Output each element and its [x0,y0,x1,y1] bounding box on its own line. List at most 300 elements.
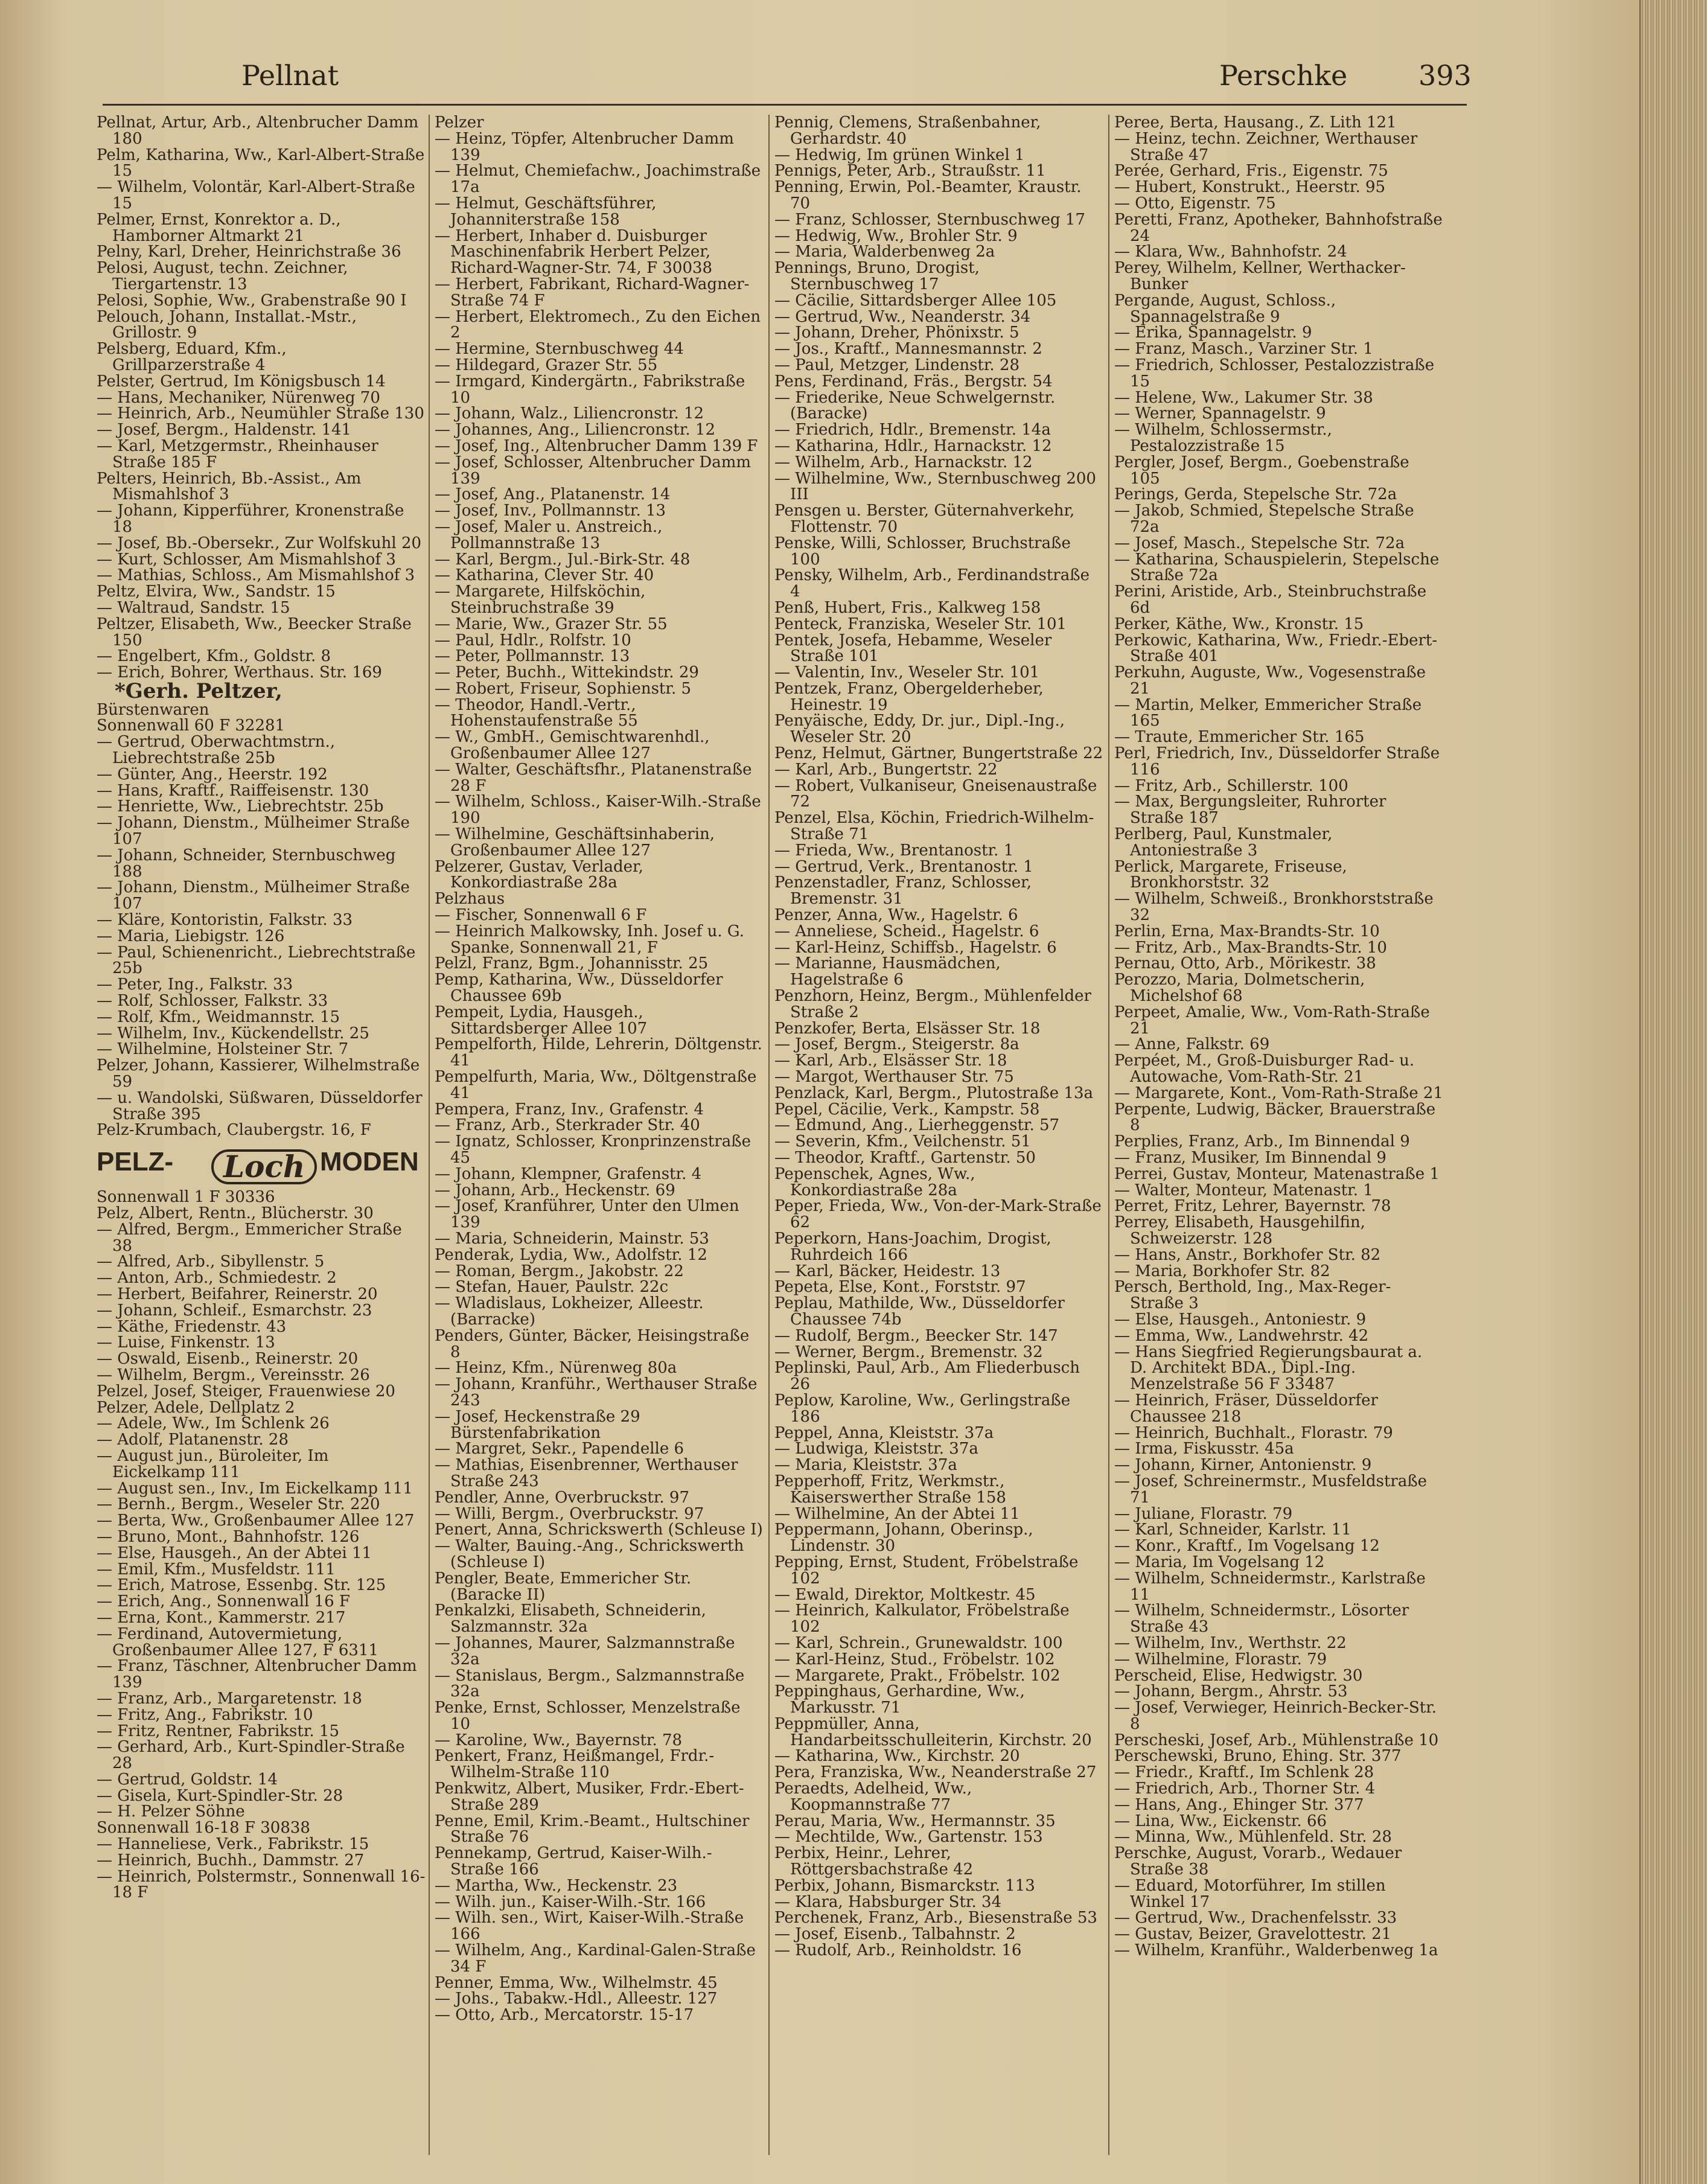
directory-entry: — Martha, Ww., Heckenstr. 23 [435,1876,678,1895]
directory-entry: — Friedrich, Hdlr., Bremenstr. 14a [774,421,1051,439]
directory-entry: — Wladislaus, Lokheizer, Alleestr. (Barracke) [435,1294,704,1329]
advertisement-name: *Gerh. Peltzer, [115,679,282,703]
directory-entry: Pelz-Krumbach, Claubergstr. 16, F [97,1121,371,1140]
directory-entry: — Werner, Bergm., Bremenstr. 32 [774,1343,1043,1361]
directory-entry: — Ludwiga, Kleiststr. 37a [774,1440,978,1458]
directory-entry: — Maria, Im Vogelsang 12 [1114,1553,1325,1571]
directory-entry: Perret, Fritz, Lehrer, Bayernstr. 78 [1114,1197,1391,1216]
directory-entry: — Josef, Schreinermstr., Musfeldstraße 71 [1114,1472,1428,1507]
directory-entry: — Fischer, Sonnenwall 6 F [435,906,647,925]
directory-entry: Peretti, Franz, Apotheker, Bahnhofstraße 24 [1114,210,1443,245]
directory-entry: — Anneliese, Scheid., Hagelstr. 6 [774,922,1039,940]
directory-entry: Peree, Berta, Hausang., Z. Lith 121 [1114,115,1397,132]
directory-entry: Perlick, Margarete, Friseuse, Bronkhorststr. 32 [1114,857,1347,892]
directory-entry: — Erna, Kont., Kammerstr. 217 [97,1608,346,1627]
directory-entry: Penyäische, Eddy, Dr. jur., Dipl.-Ing., Weseler Str. 20 [774,712,1065,747]
directory-entry: — Johann, Schneider, Sternbuschweg 188 [97,846,396,881]
directory-entry: Perl, Friedrich, Inv., Düsseldorfer Straße 116 [1114,744,1440,779]
directory-entry: — Wilhelm, Schneidermstr., Karlstraße 11 [1114,1569,1426,1604]
directory-entry: — Wilhelmine, Geschäftsinhaberin, Großenbaumer Allee 127 [435,825,715,860]
column-divider [429,115,430,2155]
logo-text: Loch [211,1149,317,1184]
directory-entry: — Henriette, Ww., Liebrechtstr. 25b [97,797,384,816]
directory-entry: Perozzo, Maria, Dolmetscherin, Michelshof 68 [1114,971,1365,1006]
directory-entry: Pennings, Bruno, Drogist, Sternbuschweg 17 [774,259,980,293]
directory-entry: — Peter, Pollmannstr. 13 [435,647,630,666]
directory-entry: — Emma, Ww., Landwehrstr. 42 [1114,1326,1369,1345]
directory-entry: — Stanislaus, Bergm., Salzmannstraße 32a [435,1666,745,1701]
directory-entry: — Kläre, Kontoristin, Falkstr. 33 [97,911,353,930]
directory-entry: — August jun., Büroleiter, Im Eickelkamp 111 [97,1446,329,1481]
directory-entry: — Franz, Schlosser, Sternbuschweg 17 [774,210,1085,229]
directory-entry: Peltz, Elvira, Ww., Sandstr. 15 [97,583,336,601]
directory-entry: — Johann, Schleif., Esmarchstr. 23 [97,1301,372,1320]
directory-entry: Pelny, Karl, Dreher, Heinrichstraße 36 [97,243,401,261]
directory-entry: — Wilhelmine, Ww., Sternbuschweg 200 III [774,469,1096,504]
column-1 [97,115,426,2155]
directory-entry: — Hans, Anstr., Borkhofer Str. 82 [1114,1245,1381,1264]
directory-entry: — Adolf, Platanenstr. 28 [97,1431,289,1449]
directory-entry: — Hermine, Sternbuschweg 44 [435,340,684,359]
directory-entry: Peppel, Anna, Kleiststr. 37a [774,1423,994,1442]
directory-entry: Pempeit, Lydia, Hausgeh., Sittardsberger Allee 107 [435,1003,648,1038]
directory-entry: Perpente, Ludwig, Bäcker, Brauerstraße 8 [1114,1100,1436,1135]
directory-entry: Pelmer, Ernst, Konrektor a. D., Hamborner Altmarkt 21 [97,210,341,245]
directory-entry: — Rudolf, Arb., Reinholdstr. 16 [774,1941,1022,1960]
directory-entry: — Waltraud, Sandstr. 15 [97,598,290,617]
directory-entry: — Maria, Walderbenweg 2a [774,243,995,261]
directory-entry: — Katharina, Clever Str. 40 [435,566,654,585]
directory-entry: — Hans, Ang., Ehinger Str. 377 [1114,1795,1364,1814]
directory-entry: — Gisela, Kurt-Spindler-Str. 28 [97,1786,343,1805]
directory-entry: — Mechtilde, Ww., Gartenstr. 153 [774,1828,1043,1847]
directory-entry: — Heinrich, Kalkulator, Fröbelstraße 102 [774,1601,1070,1636]
directory-entry: Perlin, Erna, Max-Brandts-Str. 10 [1114,922,1380,940]
directory-entry: Perbix, Johann, Bismarckstr. 113 [774,1876,1035,1895]
directory-entry: Penß, Hubert, Fris., Kalkweg 158 [774,598,1041,617]
directory-entry: — Margarete, Kont., Vom-Rath-Straße 21 [1114,1084,1443,1102]
directory-entry: — Paul, Schienenricht., Liebrechtstraße 25b [97,943,416,978]
directory-entry: Penzkofer, Berta, Elsässer Str. 18 [774,1019,1041,1038]
directory-entry: — Franz, Arb., Margaretenstr. 18 [97,1689,362,1708]
directory-entry: — Wilhelm, Bergm., Vereinsstr. 26 [97,1365,370,1384]
directory-entry: — Walter, Bauing.-Ang., Schrickswerth (Schleuse I) [435,1537,744,1571]
directory-entry: Perplies, Franz, Arb., Im Binnendal 9 [1114,1132,1410,1151]
directory-entry: — Heinrich, Buchh., Dammstr. 27 [97,1851,365,1869]
directory-entry: — Marianne, Hausmädchen, Hagelstraße 6 [774,954,1001,989]
directory-entry: — Gertrud, Oberwachtmstrn., Liebrechtstraße 25b [97,733,336,768]
directory-entry: Pensky, Wilhelm, Arb., Ferdinandstraße 4 [774,566,1090,601]
directory-entry: Penz, Helmut, Gärtner, Bungertstraße 22 [774,744,1103,763]
directory-entry: Perschewski, Bruno, Ehing. Str. 377 [1114,1747,1402,1766]
directory-entry: — Max, Bergungsleiter, Ruhrorter Straße 187 [1114,793,1386,828]
directory-entry: — Josef, Verwieger, Heinrich-Becker-Str. 8 [1114,1699,1437,1733]
directory-entry: Peppmüller, Anna, Handarbeitsschulleiterin, Kirchstr. 20 [774,1714,1092,1749]
directory-entry: — Mathias, Eisenbrenner, Werthauser Straße 243 [435,1456,738,1490]
directory-entry: — Eduard, Motorführer, Im stillen Winkel 17 [1114,1876,1386,1911]
directory-entry: — Alfred, Bergm., Emmericher Straße 38 [97,1220,402,1255]
directory-entry: — Kurt, Schlosser, Am Mismahlshof 3 [97,550,396,569]
directory-entry: — Johann, Walz., Liliencronstr. 12 [435,404,704,423]
directory-entry: — Gerhard, Arb., Kurt-Spindler-Straße 28 [97,1738,405,1773]
directory-entry: — Karl, Arb., Elsässer Str. 18 [774,1052,1007,1070]
directory-entry: Perey, Wilhelm, Kellner, Werthacker-Bunker [1114,259,1406,293]
directory-entry: Pelz, Albert, Rentn., Blücherstr. 30 [97,1204,374,1222]
directory-entry: Sonnenwall 1 F 30336 [97,1188,275,1207]
directory-entry: — Josef, Ing., Altenbrucher Damm 139 F [435,436,758,455]
directory-entry: — Minna, Ww., Mühlenfeld. Str. 28 [1114,1828,1392,1847]
directory-entry: — Wilhelm, Ang., Kardinal-Galen-Straße 34 F [435,1941,756,1976]
directory-entry: — Margot, Werthauser Str. 75 [774,1068,1014,1087]
page-number: 393 [1418,59,1472,92]
directory-entry: — Friedr., Kraftf., Im Schlenk 28 [1114,1763,1374,1782]
directory-entry: — Erich, Bohrer, Werthaus. Str. 169 [97,663,382,682]
directory-entry: Pelzer, Adele, Dellplatz 2 [97,1398,295,1417]
directory-entry: — Margarete, Prakt., Fröbelstr. 102 [774,1666,1061,1685]
directory-entry: — Karl, Arb., Bungertstr. 22 [774,760,998,779]
directory-entry: Penner, Emma, Ww., Wilhelmstr. 45 [435,1973,718,1992]
directory-entry: Pepperhoff, Fritz, Werkmstr., Kaiserswerther Straße 158 [774,1472,1006,1507]
directory-entry: Perée, Gerhard, Fris., Eigenstr. 75 [1114,162,1388,180]
directory-entry: Pentzek, Franz, Obergelderheber, Heinestr. 19 [774,679,1044,714]
directory-entry: — Katharina, Hdlr., Harnackstr. 12 [774,436,1052,455]
directory-entry: — Ewald, Direktor, Moltkestr. 45 [774,1585,1036,1604]
directory-entry: Pelzerer, Gustav, Verlader, Konkordiastraße 28a [435,857,643,892]
directory-entry: Pelosi, August, techn. Zeichner, Tiergartenstr. 13 [97,259,348,293]
directory-entry: — Otto, Eigenstr. 75 [1114,194,1276,212]
directory-entry: — Paul, Hdlr., Rolfstr. 10 [435,631,631,650]
directory-entry: Pennigs, Peter, Arb., Straußstr. 11 [774,162,1046,180]
directory-entry: Pelm, Katharina, Ww., Karl-Albert-Straße 15 [97,145,425,180]
directory-entry: — Wilhelmine, Florastr. 79 [1114,1650,1327,1668]
directory-entry: Penders, Günter, Bäcker, Heisingstraße 8 [435,1326,750,1361]
directory-entry: — Bruno, Mont., Bahnhofstr. 126 [97,1527,360,1546]
directory-entry: Perscheski, Josef, Arb., Mühlenstraße 10 [1114,1731,1439,1749]
directory-entry: — Maria, Liebigstr. 126 [97,927,285,945]
directory-entry: — Hildegard, Grazer Str. 55 [435,356,658,374]
directory-entry: Perchenek, Franz, Arb., Biesenstraße 53 [774,1909,1097,1927]
directory-entry: — Franz, Arb., Sterkrader Str. 40 [435,1116,700,1135]
directory-entry: — Wilh. sen., Wirt, Kaiser-Wilh.-Straße 166 [435,1909,744,1944]
directory-entry: — Luise, Finkenstr. 13 [97,1333,275,1352]
directory-entry: Pelster, Gertrud, Im Königsbusch 14 [97,372,386,391]
directory-entry: — Johann, Dienstm., Mülheimer Straße 107 [97,878,410,913]
directory-entry: — Heinrich, Polstermstr., Sonnenwall 16-18 F [97,1867,426,1902]
directory-entry: Perlberg, Paul, Kunstmaler, Antoniestraße 3 [1114,825,1333,860]
directory-entry: — Wilhelm, Schneidermstr., Lösorter Straße 43 [1114,1601,1409,1636]
directory-entry: — Emil, Kfm., Musfeldstr. 111 [97,1560,336,1579]
directory-entry: — Rudolf, Bergm., Beecker Str. 147 [774,1326,1058,1345]
directory-entry: — Josef, Bb.-Obersekr., Zur Wolfskuhl 20 [97,534,422,552]
directory-entry: — Traute, Emmericher Str. 165 [1114,728,1365,747]
directory-entry: — Heinrich, Buchhalt., Florastr. 79 [1114,1423,1393,1442]
directory-entry: — Robert, Vulkaniseur, Gneisenaustraße 72 [774,776,1097,811]
directory-entry: — Else, Hausgeh., An der Abtei 11 [97,1544,372,1562]
directory-entry: — Gertrud, Goldstr. 14 [97,1770,278,1789]
directory-entry: Penkwitz, Albert, Musiker, Frdr.-Ebert-Straße 289 [435,1780,744,1814]
directory-entry: — Karl, Schrein., Grunewaldstr. 100 [774,1633,1063,1652]
directory-entry: Pelzl, Franz, Bgm., Johannisstr. 25 [435,954,709,973]
directory-entry: Pennig, Clemens, Straßenbahner, Gerhardstr. 40 [774,115,1041,148]
directory-entry: — Walter, Monteur, Matenastr. 1 [1114,1181,1373,1199]
directory-entry: — Rolf, Schlosser, Falkstr. 33 [97,992,328,1011]
directory-entry: Penke, Ernst, Schlosser, Menzelstraße 10 [435,1699,741,1733]
directory-entry: — Stefan, Hauer, Paulstr. 22c [435,1278,669,1297]
directory-entry: — Johann, Klempner, Grafenstr. 4 [435,1164,702,1183]
directory-entry: — Karl, Schneider, Karlstr. 11 [1114,1521,1351,1539]
directory-entry: — Wilhelm, Schlossermstr., Pestalozzistraße 15 [1114,421,1332,455]
directory-entry: Persch, Berthold, Ing., Max-Reger-Straße 3 [1114,1278,1391,1313]
directory-entry: — Wilhelm, Arb., Harnackstr. 12 [774,453,1033,471]
directory-entry: — Roman, Bergm., Jakobstr. 22 [435,1262,684,1280]
directory-entry: Perings, Gerda, Stepelsche Str. 72a [1114,485,1397,504]
directory-entry: — Johannes, Ang., Liliencronstr. 12 [435,421,716,439]
directory-entry: — Hedwig, Im grünen Winkel 1 [774,145,1025,164]
directory-entry: — Josef, Bergm., Haldenstr. 141 [97,421,352,439]
directory-entry: — Hanneliese, Verk., Fabrikstr. 15 [97,1835,369,1854]
directory-entry: Pens, Ferdinand, Fräs., Bergstr. 54 [774,372,1053,391]
directory-entry: — Wilhelmine, Holsteiner Str. 7 [97,1040,349,1059]
directory-entry: — Peter, Buchh., Wittekindstr. 29 [435,663,699,682]
directory-entry: — Franz, Musiker, Im Binnendal 9 [1114,1149,1386,1167]
directory-entry: — Helmut, Geschäftsführer, Johanniterstraße 158 [435,194,657,229]
header-first-entry: Pellnat [241,59,339,92]
directory-entry: — Johann, Kipperführer, Kronenstraße 18 [97,502,404,536]
directory-entry: — Josef, Inv., Pollmannstr. 13 [435,502,666,520]
directory-entry: — Berta, Ww., Großenbaumer Allee 127 [97,1512,415,1530]
directory-entry: — Klara, Habsburger Str. 34 [774,1892,1002,1911]
directory-entry: — Wilhelm, Volontär, Karl-Albert-Straße 15 [97,178,415,212]
header-last-entry: Perschke [1219,59,1348,92]
directory-entry: Penteck, Franziska, Weseler Str. 101 [774,615,1067,633]
directory-entry: — Mathias, Schloss., Am Mismahlshof 3 [97,566,415,585]
directory-entry: Pengler, Beate, Emmericher Str. (Baracke II) [435,1569,692,1604]
directory-entry: Pendler, Anne, Overbruckstr. 97 [435,1488,690,1507]
directory-entry: — Herbert, Inhaber d. Duisburger Maschinenfabrik Herbert Pelzer, Richard-Wagner-Str. 74, F 30038 [435,226,713,278]
directory-entry: Pemp, Katharina, Ww., Düsseldorfer Chaussee 69b [435,971,723,1006]
directory-entry: — Josef, Maler u. Anstreich., Pollmannstraße 13 [435,517,663,552]
directory-entry: — Anne, Falkstr. 69 [1114,1035,1270,1054]
directory-entry: — Robert, Friseur, Sophienstr. 5 [435,679,692,698]
directory-entry: — Konr., Kraftf., Im Vogelsang 12 [1114,1537,1380,1556]
directory-entry: — Herbert, Elektromech., Zu den Eichen 2 [435,307,761,342]
directory-entry: Penkalzki, Elisabeth, Schneiderin, Salzmannstr. 32a [435,1601,706,1636]
directory-entry: — Werner, Spannagelstr. 9 [1114,404,1326,423]
directory-entry: — Wilhelmine, An der Abtei 11 [774,1504,1020,1523]
directory-entry: — Gustav, Beizer, Gravelottestr. 21 [1114,1925,1392,1944]
directory-entry: — Johann, Bergm., Ahrstr. 53 [1114,1682,1348,1701]
directory-entry: Peltzer, Elisabeth, Ww., Beecker Straße 150 [97,615,412,650]
directory-entry: — Rolf, Kfm., Weidmannstr. 15 [97,1007,340,1026]
column-4 [1114,115,1443,2155]
directory-entry: Pelzel, Josef, Steiger, Frauenwiese 20 [97,1382,395,1400]
directory-entry: — u. Wandolski, Süßwaren, Düsseldorfer Straße 395 [97,1088,423,1123]
directory-entry: — Fritz, Rentner, Fabrikstr. 15 [97,1722,340,1740]
directory-entry: — Wilhelm, Inv., Werthstr. 22 [1114,1633,1347,1652]
page-header [109,53,1472,101]
directory-entry: — Hans, Kraftf., Raiffeisenstr. 130 [97,781,369,800]
directory-entry: Perkuhn, Auguste, Ww., Vogesenstraße 21 [1114,663,1426,698]
directory-entry: — Erich, Matrose, Essenbg. Str. 125 [97,1576,386,1595]
directory-entry: Perini, Aristide, Arb., Steinbruchstraße 6d [1114,583,1427,617]
directory-entry: Penzenstadler, Franz, Schlosser, Bremenstr. 31 [774,873,1032,908]
directory-entry: — Josef, Kranführer, Unter den Ulmen 139 [435,1197,739,1232]
directory-entry: Peplau, Mathilde, Ww., Düsseldorfer Chaussee 74b [774,1294,1065,1329]
directory-entry: — Josef, Schlosser, Altenbrucher Damm 139 [435,453,751,488]
directory-entry: Pera, Franziska, Ww., Neanderstraße 27 [774,1763,1097,1782]
directory-entry: — Franz, Masch., Varziner Str. 1 [1114,340,1373,359]
directory-entry: — Helmut, Chemiefachw., Joachimstraße 17a [435,162,761,197]
directory-entry: — Adele, Ww., Im Schlenk 26 [97,1414,330,1433]
directory-entry: — Alfred, Arb., Sibyllenstr. 5 [97,1253,325,1271]
directory-entry: — Herbert, Beifahrer, Reinerstr. 20 [97,1285,378,1303]
directory-entry: — Fritz, Arb., Schillerstr. 100 [1114,776,1348,795]
directory-entry: Penske, Willi, Schlosser, Bruchstraße 100 [774,534,1071,569]
directory-entry: — Engelbert, Kfm., Goldstr. 8 [97,647,331,666]
directory-entry: — Josef, Bergm., Steigerstr. 8a [774,1035,1019,1054]
directory-entry: Perker, Käthe, Ww., Kronstr. 15 [1114,615,1364,633]
logo-text: PELZ- [97,1147,174,1177]
directory-entry: — Martin, Melker, Emmericher Straße 165 [1114,695,1422,730]
directory-entry: — Hedwig, Ww., Brohler Str. 9 [774,226,1018,245]
directory-entry: — Gertrud, Verk., Brentanostr. 1 [774,857,1033,876]
directory-entry: — Maria, Borkhofer Str. 82 [1114,1262,1330,1280]
directory-entry: — Karl-Heinz, Schiffsb., Hagelstr. 6 [774,938,1057,957]
directory-entry: — Fritz, Ang., Fabrikstr. 10 [97,1705,313,1724]
directory-entry: — Oswald, Eisenb., Reinerstr. 20 [97,1350,359,1368]
directory-entry: Pennekamp, Gertrud, Kaiser-Wilh.-Straße 166 [435,1844,712,1879]
directory-entry: — Karl, Metzgermstr., Rheinhauser Straße 185 F [97,436,378,471]
directory-entry: — H. Pelzer Söhne [97,1802,245,1821]
directory-entry: — Hans, Mechaniker, Nürenweg 70 [97,388,380,407]
directory-entry: Perkowic, Katharina, Ww., Friedr.-Ebert-Straße 401 [1114,631,1438,666]
directory-entry: Pelters, Heinrich, Bb.-Assist., Am Mismahlshof 3 [97,469,362,504]
directory-entry: Pepenschek, Agnes, Ww., Konkordiastraße 28a [774,1164,975,1199]
directory-entry: Pelzer [435,115,484,132]
directory-entry: — Heinrich, Arb., Neumühler Straße 130 [97,404,424,423]
directory-entry: Peppermann, Johann, Oberinsp., Lindenstr. 30 [774,1521,1033,1556]
directory-entry: — Johs., Tabakw.-Hdl., Alleestr. 127 [435,1990,718,2008]
directory-entry: Penzlack, Karl, Bergm., Plutostraße 13a [774,1084,1094,1102]
directory-entry: Pergler, Josef, Bergm., Goebenstraße 105 [1114,453,1409,488]
directory-entry: — Heinrich Malkowsky, Inh. Josef u. G. Spanke, Sonnenwall 21, F [435,922,745,957]
header-rule [103,104,1467,106]
directory-entry: — Johann, Dienstm., Mülheimer Straße 107 [97,814,410,849]
directory-entry: — Wilhelm, Schloss., Kaiser-Wilh.-Straße 190 [435,793,761,828]
directory-entry: Peplinski, Paul, Arb., Am Fliederbusch 26 [774,1359,1080,1394]
pelz-loch-logo [97,1149,426,1184]
directory-entry: Pensgen u. Berster, Güternahverkehr, Flottenstr. 70 [774,502,1075,536]
column-divider [768,115,770,2155]
directory-entry: Perpéet, M., Groß-Duisburger Rad- u. Autowache, Vom-Rath-Str. 21 [1114,1052,1415,1087]
directory-entry: Penkert, Franz, Heißmangel, Frdr.-Wilhelm-Straße 110 [435,1747,715,1782]
directory-entry: — Heinz, Töpfer, Altenbrucher Damm 139 [435,129,734,164]
directory-entry: — Wilhelm, Schweiß., Bronkhorststraße 32 [1114,890,1434,925]
directory-entry: — Margarete, Hilfsköchin, Steinbruchstraße 39 [435,583,646,617]
directory-entry: — Else, Hausgeh., Antoniestr. 9 [1114,1310,1367,1329]
directory-entry: — Lina, Ww., Eickenstr. 66 [1114,1812,1327,1830]
directory-entry: Pepping, Ernst, Student, Fröbelstraße 102 [774,1553,1079,1588]
directory-entry: — Friederike, Neue Schwelgernstr. (Baracke) [774,388,1056,423]
directory-entry: — Ferdinand, Autovermietung, Großenbaumer Allee 127, F 6311 [97,1624,379,1659]
directory-entry: Pernau, Otto, Arb., Mörikestr. 38 [1114,954,1376,973]
directory-entry: Pempelfurth, Maria, Ww., Döltgenstraße 41 [435,1068,757,1102]
directory-entry: — Jos., Kraftf., Mannesmannstr. 2 [774,340,1042,359]
directory-entry: — Franz, Täschner, Altenbrucher Damm 139 [97,1657,417,1692]
directory-entry: Perrey, Elisabeth, Hausgehilfin, Schweizerstr. 128 [1114,1213,1365,1248]
directory-entry: — Erika, Spannagelstr. 9 [1114,324,1312,342]
directory-entry: Pelzhaus [435,890,505,908]
directory-entry: — Paul, Metzger, Lindenstr. 28 [774,356,1020,374]
directory-entry: — Walter, Geschäftsfhr., Platanenstraße 28 F [435,760,752,795]
directory-entry: Perrei, Gustav, Monteur, Matenastraße 1 [1114,1164,1440,1183]
directory-entry: Peplow, Karoline, Ww., Gerlingstraße 186 [774,1391,1071,1426]
directory-entry: Penzel, Elsa, Köchin, Friedrich-Wilhelm-Straße 71 [774,809,1094,844]
directory-entry: Penzhorn, Heinz, Bergm., Mühlenfelder Straße 2 [774,987,1091,1021]
directory-entry: Pelouch, Johann, Installat.-Mstr., Grillostr. 9 [97,307,357,342]
directory-entry: — Cäcilie, Sittardsberger Allee 105 [774,291,1057,310]
directory-entry: Peppinghaus, Gerhardine, Ww., Markusstr. 71 [774,1682,1025,1717]
column-3 [774,115,1103,2155]
directory-entry: — Käthe, Friedenstr. 43 [97,1317,287,1336]
directory-entry: — Ignatz, Schlosser, Kronprinzenstraße 45 [435,1132,751,1167]
directory-entry: Peperkorn, Hans-Joachim, Drogist, Ruhrdeich 166 [774,1229,1051,1264]
directory-entry: Pergande, August, Schloss., Spannagelstraße 9 [1114,291,1336,326]
directory-entry: Perbix, Heinr., Lehrer, Röttgersbachstraße 42 [774,1844,974,1879]
directory-entry: — Josef, Masch., Stepelsche Str. 72a [1114,534,1405,552]
directory-entry: Pempelforth, Hilde, Lehrerin, Döltgenstr. 41 [435,1035,762,1070]
directory-entry: Pepel, Cäcilie, Verk., Kampstr. 58 [774,1100,1040,1119]
directory-entry: — Karl, Bergm., Jul.-Birk-Str. 48 [435,550,691,569]
directory-entry: Perau, Maria, Ww., Hermannstr. 35 [774,1812,1056,1830]
directory-entry: — Jakob, Schmied, Stepelsche Straße 72a [1114,502,1414,536]
directory-entry: Penning, Erwin, Pol.-Beamter, Kraustr. 70 [774,178,1082,212]
directory-entry: — Peter, Ing., Falkstr. 33 [97,975,293,994]
directory-entry: — Friedrich, Schlosser, Pestalozzistraße 15 [1114,356,1435,391]
column-divider [1108,115,1109,2155]
directory-entry: — Marie, Ww., Grazer Str. 55 [435,615,668,633]
directory-entry: — Hans Siegfried Regierungsbaurat a. D. Architekt BDA., Dipl.-Ing. Menzelstraße 56 F 33487 [1114,1343,1423,1394]
directory-entry: — Heinz, Kfm., Nürenweg 80a [435,1359,677,1378]
directory-entry: — Fritz, Arb., Max-Brandts-Str. 10 [1114,938,1387,957]
logo-text: MODEN [320,1147,419,1177]
directory-entry: — Maria, Schneiderin, Mainstr. 53 [435,1229,709,1248]
directory-entry: Pelosi, Sophie, Ww., Grabenstraße 90 I [97,291,407,310]
directory-entry: — August sen., Inv., Im Eickelkamp 111 [97,1479,413,1498]
directory-entry: — Karoline, Ww., Bayernstr. 78 [435,1731,683,1749]
directory-entry: — Erich, Ang., Sonnenwall 16 F [97,1592,350,1611]
directory-entry: Bürstenwaren [97,700,209,719]
directory-entry: — Katharina, Ww., Kirchstr. 20 [774,1747,1020,1766]
directory-entry: — W., GmbH., Gemischtwarenhdl., Großenbaumer Allee 127 [435,728,710,763]
directory-entry: Pepeta, Else, Kont., Forststr. 97 [774,1278,1026,1297]
directory-entry: Pelsberg, Eduard, Kfm., Grillparzerstraße 4 [97,340,287,374]
directory-entry: Penzer, Anna, Ww., Hagelstr. 6 [774,906,1018,925]
directory-entry: Pempera, Franz, Inv., Grafenstr. 4 [435,1100,704,1119]
directory-entry: — Heinz, techn. Zeichner, Werthauser Straße 47 [1114,129,1418,164]
directory-entry: — Otto, Arb., Mercatorstr. 15-17 [435,2006,694,2025]
page-edge [1639,0,1707,2184]
directory-entry: Penderak, Lydia, Ww., Adolfstr. 12 [435,1245,707,1264]
directory-entry: — Irma, Fiskusstr. 45a [1114,1440,1294,1458]
directory-entry: Perschke, August, Vorarb., Wedauer Straße 38 [1114,1844,1402,1879]
directory-entry: — Theodor, Handl.-Vertr., Hohenstaufenstraße 55 [435,695,638,730]
directory-entry: — Johann, Dreher, Phönixstr. 5 [774,324,1019,342]
directory-entry: — Klara, Ww., Bahnhofstr. 24 [1114,243,1347,261]
directory-entry: — Johann, Arb., Heckenstr. 69 [435,1181,675,1199]
directory-entry: — Anton, Arb., Schmiedestr. 2 [97,1269,337,1288]
directory-entry: — Wilh. jun., Kaiser-Wilh.-Str. 166 [435,1892,706,1911]
